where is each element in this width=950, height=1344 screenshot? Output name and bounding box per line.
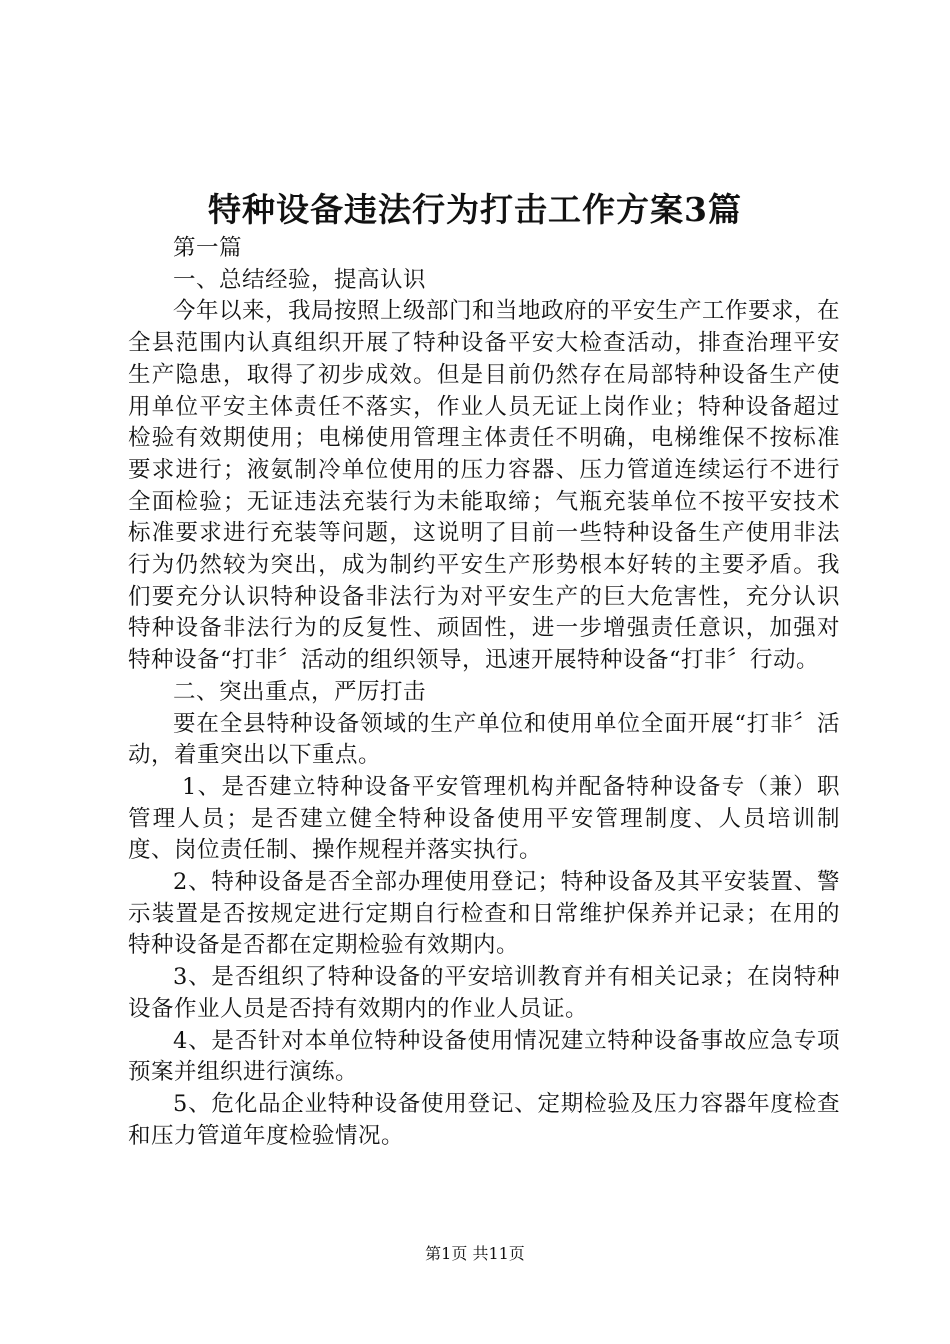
section-label: 第一篇 (173, 235, 243, 261)
body-paragraph: 今年以来，我局按照上级部门和当地政府的平安生产工作要求，在全县范围内认真组织开展了特种设备平安大检查活动，排查治理平安生产隐患，取得了初步成效。但是目前仍然存在局部特种设备生产使用单位平安主体责任不落实，作业人员无证上岗作业；特种设备超过检验有效期使用；电梯使用管理主体责任不明确，电梯维保不按标准要求进行；液氨制冷单位使用的压力容器、压力管道连续运行不进行全面检验；无证违法充装行为未能取缔；气瓶充装单位不按平安技术标准要求进行充装等问题，这说明了目前一些特种设备生产使用非法行为仍然较为突出，成为制约平安生产形势根本好转的主要矛盾。我们要充分认识特种设备非法行为对平安生产的巨大危害性，充分认识特种设备非法行为的反复性、顽固性，进一步增强责任意识，加强对特种设备“打非〞活动的组织领导，迅速开展特种设备“打非〞行动。 (128, 298, 841, 674)
document-title: 特种设备违法行为打击工作方案3篇 (208, 190, 742, 229)
document-body (128, 233, 840, 1152)
list-item: 4、是否针对本单位特种设备使用情况建立特种设备事故应急专项预案并组织进行演练。 (128, 1027, 840, 1086)
body-paragraph: 要在全县特种设备领域的生产单位和使用单位全面开展“打非〞活动，着重突出以下重点。 (128, 710, 840, 769)
list-item: 3、是否组织了特种设备的平安培训教育并有相关记录；在岗特种设备作业人员是否持有效期内的作业人员证。 (128, 964, 840, 1022)
list-item: 2、特种设备是否全部办理使用登记；特种设备及其平安装置、警示装置是否按规定进行定期自行检查和日常维护保养并记录；在用的特种设备是否都在定期检验有效期内。 (128, 869, 840, 959)
page-footer: 第1页 共11页 (425, 1244, 525, 1263)
section-heading: 二、突出重点，严厉打击 (173, 678, 427, 705)
list-item: 1、是否建立特种设备平安管理机构并配备特种设备专（兼）职管理人员；是否建立健全特种设备使用平安管理制度、人员培训制度、岗位责任制、操作规程并落实执行。 (128, 773, 840, 864)
list-item: 5、危化品企业特种设备使用登记、定期检验及压力容器年度检查和压力管道年度检验情况。 (128, 1090, 840, 1149)
section-heading: 一、总结经验，提高认识 (173, 266, 427, 293)
